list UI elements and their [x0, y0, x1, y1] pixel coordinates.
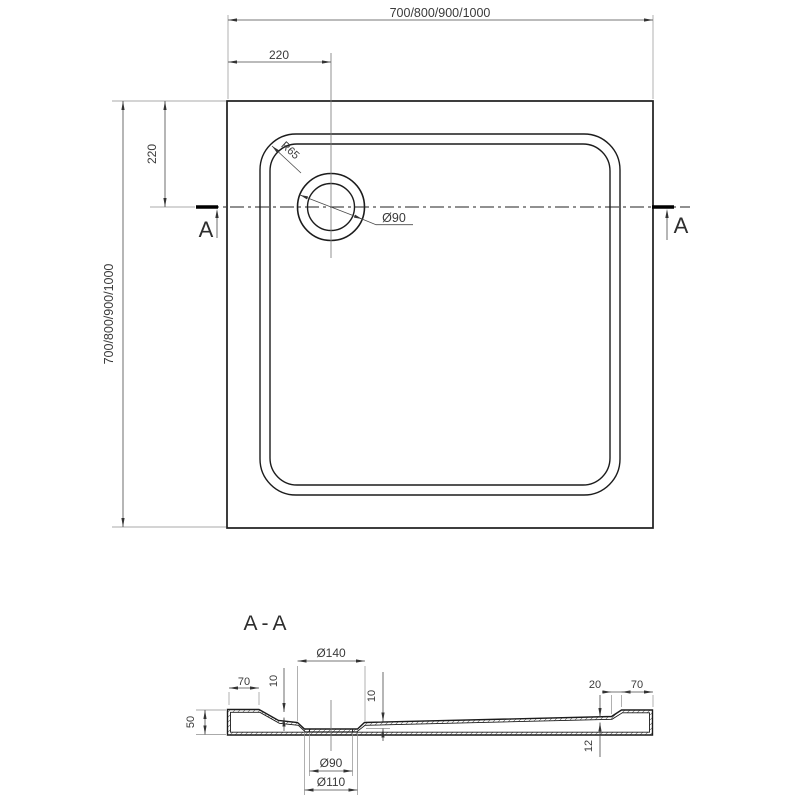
overall-width-arrow-right-icon [644, 18, 653, 21]
drain-offset-x-arrow-left-icon [228, 60, 237, 63]
drain-hole-arrow-left-icon [310, 769, 319, 772]
drain-hole-diameter-label: Ø90 [319, 756, 343, 770]
drain-diameter-arrow-b-icon [354, 215, 362, 219]
thickness-label: 12 [583, 739, 595, 753]
recess-top-diameter-label: Ø140 [316, 646, 346, 660]
step-arrow-left-icon [603, 690, 612, 693]
drain-offset-y-label: 220 [145, 143, 159, 165]
overall-height-label: 700/800/900/1000 [102, 263, 116, 365]
depth-right-label: 10 [366, 689, 378, 703]
overall-height-extension-lines [112, 101, 226, 527]
rim-left-arrow-b-icon [250, 686, 259, 689]
overall-width-extension-lines [228, 15, 653, 99]
rim-left-arrow-a-icon [229, 686, 238, 689]
drain-offset-x-arrow-right-icon [322, 60, 331, 63]
rim-left-extension-lines [229, 692, 259, 705]
tray-rim-inner-edge [260, 134, 620, 495]
cut-arrow-left-icon [215, 209, 218, 218]
edge-height-label: 50 [185, 715, 197, 729]
recess-bottom-arrow-right-icon [349, 788, 358, 791]
edge-height-extension-lines [196, 710, 226, 735]
rim-right-arrow-icon [644, 690, 653, 693]
corner-radius-label: R65 [278, 139, 302, 163]
drain-diameter-label: Ø90 [382, 211, 406, 225]
overall-width-arrow-left-icon [228, 18, 237, 21]
rim-right-label: 70 [630, 679, 644, 691]
cut-arrow-right-icon [665, 209, 668, 218]
step-width-label: 20 [588, 679, 602, 691]
recess-top-arrow-left-icon [298, 659, 307, 662]
overall-width-label: 700/800/900/1000 [389, 6, 491, 20]
drain-offset-x-label: 220 [268, 48, 290, 62]
section-marker-right-label: A [673, 213, 689, 238]
recess-bottom-diameter-label: Ø110 [316, 775, 346, 789]
drain-diameter-arrow-a-icon [300, 195, 308, 199]
drain-offset-y-arrow-top-icon [163, 101, 166, 110]
thickness-arrow-down-icon [598, 708, 601, 717]
depth-right-arrow-down-icon [381, 713, 384, 722]
edge-height-arrow-top-icon [203, 710, 206, 719]
drain-offset-y-arrow-bottom-icon [163, 198, 166, 207]
drain-hole-arrow-right-icon [344, 769, 353, 772]
tray-floor-edge [270, 144, 610, 485]
overall-height-arrow-top-icon [121, 101, 124, 110]
depth-left-label: 10 [268, 674, 280, 688]
plan-view [102, 6, 690, 528]
tray-outer-edge [227, 101, 653, 528]
depth-left-arrow-down-icon [282, 703, 285, 712]
overall-height-arrow-bottom-icon [121, 518, 124, 527]
recess-top-arrow-right-icon [356, 659, 365, 662]
recess-bottom-arrow-left-icon [305, 788, 314, 791]
edge-height-arrow-bottom-icon [203, 726, 206, 735]
section-title: A-A [243, 612, 291, 635]
thickness-arrow-up-icon [598, 723, 601, 732]
section-view [185, 612, 653, 795]
rim-left-label: 70 [237, 676, 251, 688]
section-marker-left-label: A [198, 217, 214, 242]
